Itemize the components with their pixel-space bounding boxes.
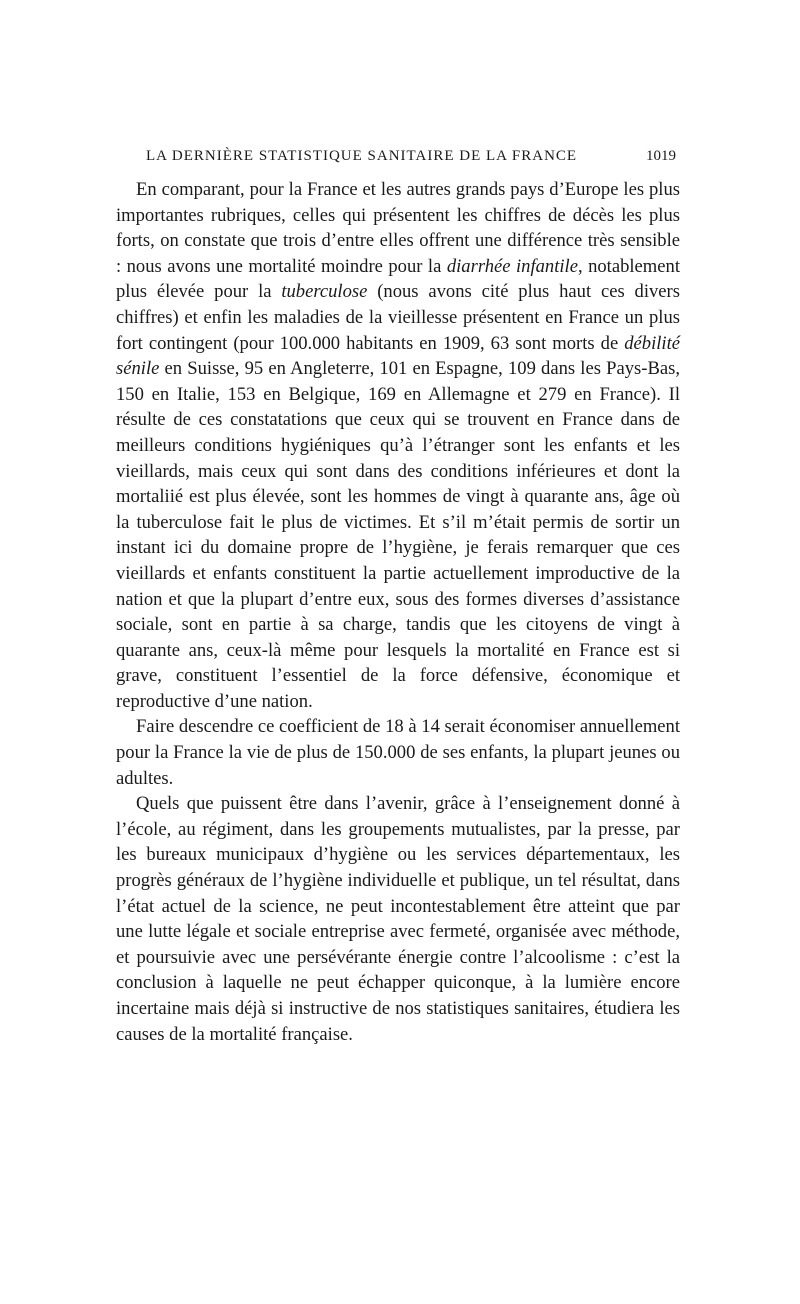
paragraph-conclusion [116,791,680,1047]
paragraph-comparison [116,177,680,714]
running-title: LA DERNIÈRE STATISTIQUE SANITAIRE DE LA FRANCE [146,148,578,164]
italic-term-debilite-senile: débilité sénile [116,332,680,380]
paragraph-text: Faire descendre ce coefficient de 18 à 14 serait économiser annuellement pour la France la vie de plus de 150.000 de ses enfants, la plupart jeunes ou adultes. [116,716,680,789]
running-header [116,148,680,165]
italic-term-diarrhee-infantile: diarrhée infantile [446,255,578,277]
book-page [116,148,680,1047]
paragraph-text: (nous avons cité plus haut ces divers chiffres) et enfin les maladies de la vieillesse présentent en France un plus fort contingent (pour 100.000 habitants en 1909, 63 sont morts de [116,281,680,354]
paragraph-text: en Suisse, 95 en Angleterre, 101 en Espagne, 109 dans les Pays-Bas, 150 en Italie, 153 en Belgique, 169 en Allemagne et 279 en France). Il résulte de ces constatations que ceux qui se trouvent en France dans de meilleurs conditions hygiéniques qu’à l’étranger sont les enfants et les vieillards, mais ceux qui sont dans des conditions inférieures et dont la mortaliié est plus élevée, sont les hommes de vingt à quarante ans, âge où la tuberculose fait le plus de victimes. Et s’il m’était permis de sortir un instant ici du domaine propre de l’hygiène, je ferais remarquer que ces vieillards et enfants constituent la partie actuellement improductive de la nation et que la plupart d’entre eux, sous des formes diverses d’assistance sociale, sont en partie à sa charge, tandis que les citoyens de vingt à quarante ans, ceux-là même pour lesquels la mortalité en France est si grave, constituent l’essentiel de la force défensive, économique et reproductive d’une nation. [116,358,680,712]
page-number: 1019 [646,148,676,164]
paragraph-coefficient [116,714,680,791]
body-text [116,177,680,1047]
paragraph-text: En comparant, pour la France et les autres grands pays d’Europe les plus importantes rubriques, celles qui présentent les chiffres de décès les plus forts, on constate que trois d’entre elles offrent une différence très sensible : nous avons une mortalité moindre pour la [116,179,680,277]
italic-term-tuberculose: tuberculose [281,281,368,303]
paragraph-text: , notablement plus élevée pour la [116,255,680,303]
paragraph-text: Quels que puissent être dans l’avenir, grâce à l’enseignement donné à l’école, au régiment, dans les groupements mutualistes, par la presse, par les bureaux municipaux d’hygiène ou les services départementaux, les progrès généraux de l’hygiène individuelle et publique, un tel résultat, dans l’état actuel de la science, ne peut incontestablement être atteint que par une lutte légale et sociale entreprise avec fermeté, organisée avec méthode, et poursuivie avec une persévérante énergie contre l’alcoolisme : c’est la conclusion à laquelle ne peut échapper quiconque, à la lumière encore incertaine mais déjà si instructive de nos statistiques sanitaires, étudiera les causes de la mortalité française. [116,793,680,1045]
